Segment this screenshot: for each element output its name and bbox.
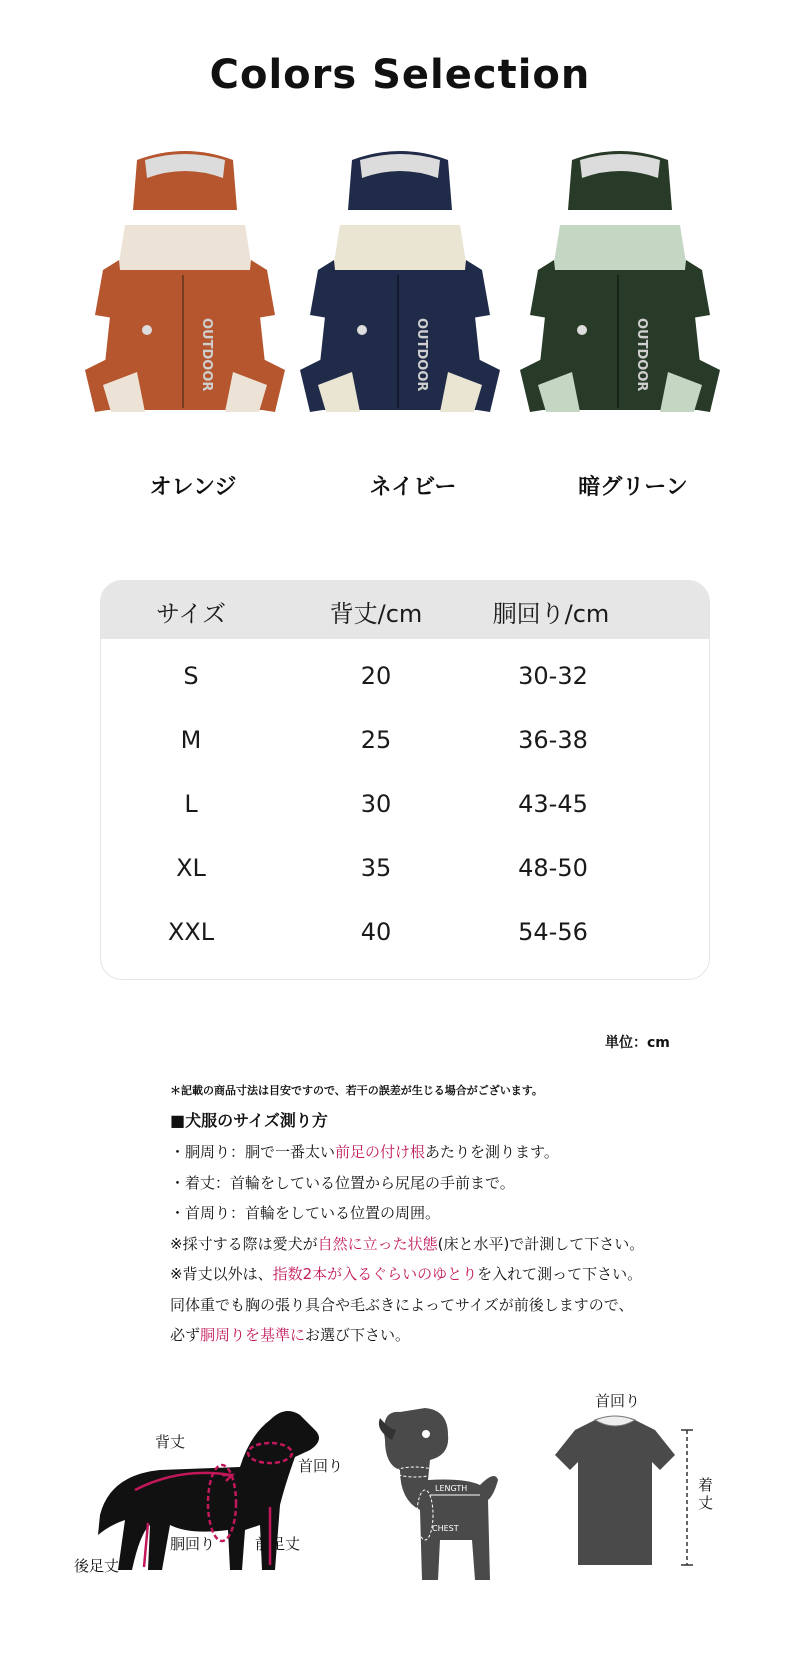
note-line: ※背丈以外は、指数2本が入るぐらいのゆとりを入れて測って下さい。 [170, 1265, 643, 1283]
label-neck: 首回り [298, 1457, 344, 1475]
cell-back-length: 30 [360, 790, 392, 818]
cell-size: L [184, 790, 198, 818]
size-table [100, 580, 710, 980]
dog-raincoat-illustration [300, 150, 500, 430]
color-label-dark-green: 暗グリーン [578, 475, 688, 500]
label-neck-en: NECK [378, 1502, 400, 1511]
label-front-leg: 前足丈 [255, 1535, 301, 1553]
color-label-navy: ネイビー [369, 475, 457, 500]
note-line: 必ず胴周りを基準にお選び下さい。 [170, 1326, 411, 1344]
cell-girth: 30-32 [518, 662, 588, 690]
note-line: ・胴周り：胴で一番太い前足の付け根あたりを測ります。 [170, 1143, 559, 1161]
svg-text:OUTDOOR: OUTDOOR [199, 318, 214, 392]
label-chest: CHEST [432, 1524, 459, 1533]
color-label-orange: オレンジ [149, 475, 237, 500]
header-girth: 胴回り/cm [492, 600, 610, 628]
note-line: ※採寸する際は愛犬が自然に立った状態(床と水平)で計測して下さい。 [170, 1234, 645, 1253]
cell-back-length: 40 [360, 918, 392, 946]
cell-back-length: 25 [360, 726, 392, 754]
note-line: ・首周り：首輪をしている位置の周囲。 [170, 1204, 441, 1222]
label-shirt-length: 着丈 [698, 1476, 714, 1512]
note-line: 同体重でも胸の張り具合や毛ぶきによってサイズが前後しますので、 [170, 1295, 634, 1314]
label-girth: 胴回り [170, 1535, 216, 1553]
label-shirt-neck: 首回り [595, 1392, 641, 1410]
svg-text:OUTDOOR: OUTDOOR [414, 318, 429, 392]
dog-measurement-diagram [70, 1395, 350, 1595]
cell-size: XL [176, 854, 206, 882]
measurement-notes [170, 1082, 730, 1351]
product-image-dark-green [520, 150, 720, 430]
puppy-measurement-diagram [370, 1400, 520, 1600]
size-table-header [101, 581, 709, 639]
cell-back-length: 20 [360, 662, 392, 690]
cell-back-length: 35 [360, 854, 392, 882]
label-hind-leg: 後足丈 [74, 1557, 120, 1575]
label-length: LENGTH [435, 1484, 468, 1493]
product-image-navy [300, 150, 500, 430]
dog-raincoat-illustration [85, 150, 285, 430]
cell-girth: 36-38 [518, 726, 588, 754]
cell-size: XXL [167, 918, 215, 946]
svg-text:OUTDOOR: OUTDOOR [634, 318, 649, 392]
header-back-length: 背丈/cm [329, 600, 423, 628]
notes-heading: ■犬服のサイズ測り方 [170, 1111, 328, 1130]
cell-size: M [180, 726, 202, 754]
cell-size: S [183, 662, 199, 690]
dog-raincoat-illustration [520, 150, 720, 430]
shirt-measurement-diagram [540, 1390, 720, 1590]
shirt-icon [540, 1390, 720, 1590]
product-image-orange [85, 150, 285, 430]
header-size: サイズ [155, 600, 227, 628]
note-line: ・着丈：首輪をしている位置から尻尾の手前まで。 [170, 1173, 515, 1192]
cell-girth: 48-50 [518, 854, 588, 882]
puppy-silhouette-icon [370, 1400, 520, 1600]
unit-label: 単位：cm [605, 1035, 670, 1051]
disclaimer-text: ＊記載の商品寸法は目安ですので、若干の誤差が生じる場合がございます。 [170, 1084, 543, 1097]
page-title: Colors Selection [209, 52, 591, 98]
cell-girth: 43-45 [518, 790, 588, 818]
cell-girth: 54-56 [518, 918, 588, 946]
label-back-length: 背丈 [155, 1433, 186, 1451]
